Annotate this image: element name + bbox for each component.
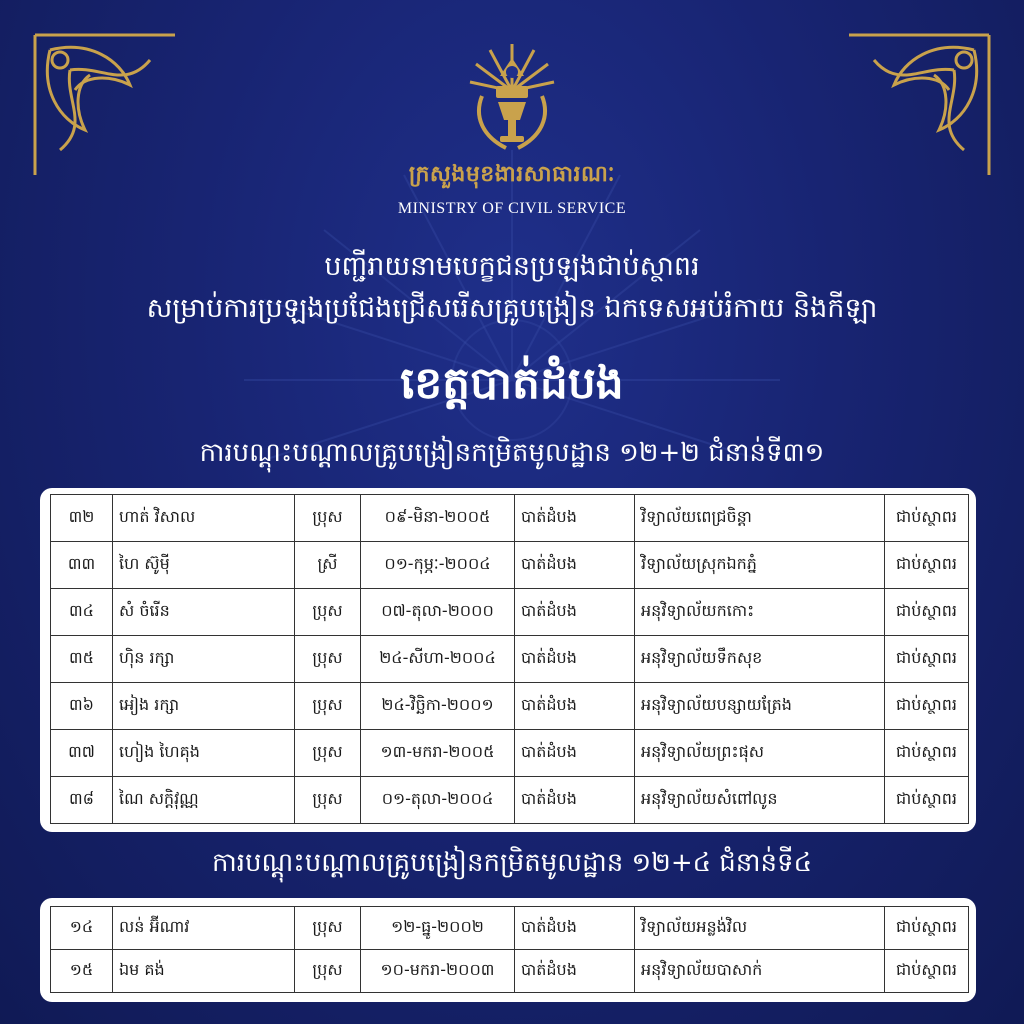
table-row xyxy=(51,730,969,777)
section-heading-2: ការបណ្តុះបណ្តាលគ្រូបង្រៀនកម្រិតមូលដ្ឋាន ១២+៤ ជំនាន់ទី៤ xyxy=(212,848,812,878)
date-of-birth-cell: ១០-មករា-២០០៣ xyxy=(361,950,515,993)
candidate-name-cell: ហៀង ហៃគុង xyxy=(113,730,295,777)
candidate-name-cell: សំ ចំរើន xyxy=(113,589,295,636)
row-number-cell: ៣៧ xyxy=(51,730,113,777)
candidate-sex-cell: ស្រី xyxy=(295,542,361,589)
candidate-name-cell: ហ៊ិន រក្សា xyxy=(113,636,295,683)
result-status-cell: ជាប់ស្ថាពរ xyxy=(885,730,969,777)
ministry-name-english: MINISTRY OF CIVIL SERVICE xyxy=(397,200,627,217)
province-cell: បាត់ដំបង xyxy=(515,907,635,950)
table-row xyxy=(51,907,969,950)
school-name-cell: អនុវិទ្យាល័យបាសាក់ xyxy=(635,950,885,993)
results-table-1-body xyxy=(51,495,969,824)
row-number-cell: ១៥ xyxy=(51,950,113,993)
candidate-name-cell: ឯម គង់ xyxy=(113,950,295,993)
province-cell: បាត់ដំបង xyxy=(515,636,635,683)
candidate-name-cell: ហៃ ស៊ូម៉ី xyxy=(113,542,295,589)
province-cell: បាត់ដំបង xyxy=(515,950,635,993)
school-name-cell: អនុវិទ្យាល័យបន្សាយត្រែង xyxy=(635,683,885,730)
province-cell: បាត់ដំបង xyxy=(515,495,635,542)
province-cell: បាត់ដំបង xyxy=(515,777,635,824)
school-name-cell: អនុវិទ្យាល័យព្រះផុស xyxy=(635,730,885,777)
result-status-cell: ជាប់ស្ថាពរ xyxy=(885,589,969,636)
corner-ornament-left xyxy=(30,30,180,180)
candidate-name-cell: លន់ អ៊ីណាវ xyxy=(113,907,295,950)
date-of-birth-cell: ០១-កុម្ភៈ-២០០៤ xyxy=(361,542,515,589)
ministry-name-khmer: ក្រសួងមុខងារសាធារណៈ xyxy=(408,161,616,187)
date-of-birth-cell: ២៤-វិច្ឆិកា-២០០១ xyxy=(361,683,515,730)
school-name-cell: វិទ្យាល័យស្រុកឯកភ្នំ xyxy=(635,542,885,589)
school-name-cell: អនុវិទ្យាល័យទឹកសុខ xyxy=(635,636,885,683)
school-name-cell: វិទ្យាល័យអន្លង់វិល xyxy=(635,907,885,950)
result-status-cell: ជាប់ស្ថាពរ xyxy=(885,683,969,730)
province-cell: បាត់ដំបង xyxy=(515,730,635,777)
row-number-cell: ១៤ xyxy=(51,907,113,950)
row-number-cell: ៣៨ xyxy=(51,777,113,824)
result-status-cell: ជាប់ស្ថាពរ xyxy=(885,907,969,950)
row-number-cell: ៣៤ xyxy=(51,589,113,636)
section-heading-1: ការបណ្តុះបណ្តាលគ្រូបង្រៀនកម្រិតមូលដ្ឋាន ១២+២ ជំនាន់ទី៣១ xyxy=(199,438,825,468)
result-status-cell: ជាប់ស្ថាពរ xyxy=(885,495,969,542)
results-table-card-1 xyxy=(40,488,976,832)
result-status-cell: ជាប់ស្ថាពរ xyxy=(885,950,969,993)
date-of-birth-cell: ០៧-តុលា-២០០០ xyxy=(361,589,515,636)
results-table-1 xyxy=(50,494,969,824)
province-title: ខេត្តបាត់ដំបង xyxy=(400,358,624,409)
ministry-emblem-icon xyxy=(462,36,562,164)
province-cell: បាត់ដំបង xyxy=(515,542,635,589)
corner-ornament-right xyxy=(844,30,994,180)
result-status-cell: ជាប់ស្ថាពរ xyxy=(885,777,969,824)
date-of-birth-cell: ១២-ធ្នូ-២០០២ xyxy=(361,907,515,950)
result-status-cell: ជាប់ស្ថាពរ xyxy=(885,542,969,589)
table-row xyxy=(51,683,969,730)
results-table-card-2 xyxy=(40,898,976,1002)
row-number-cell: ៣២ xyxy=(51,495,113,542)
table-row xyxy=(51,950,969,993)
candidate-sex-cell: ប្រុស xyxy=(295,589,361,636)
province-cell: បាត់ដំបង xyxy=(515,589,635,636)
candidate-name-cell: ណៃ សក្តិវុណ្ណ xyxy=(113,777,295,824)
exam-title: សម្រាប់ការប្រឡងប្រជែងជ្រើសរើសគ្រូបង្រៀន ឯកទេសអប់រំកាយ និងកីឡា xyxy=(146,293,878,324)
table-row xyxy=(51,589,969,636)
candidate-sex-cell: ប្រុស xyxy=(295,950,361,993)
date-of-birth-cell: ០៩-មិនា-២០០៥ xyxy=(361,495,515,542)
candidate-sex-cell: ប្រុស xyxy=(295,683,361,730)
row-number-cell: ៣៥ xyxy=(51,636,113,683)
school-name-cell: អនុវិទ្យាល័យកកោះ xyxy=(635,589,885,636)
candidate-name-cell: ហាត់ វិសាល xyxy=(113,495,295,542)
result-status-cell: ជាប់ស្ថាពរ xyxy=(885,636,969,683)
candidate-sex-cell: ប្រុស xyxy=(295,636,361,683)
candidate-sex-cell: ប្រុស xyxy=(295,907,361,950)
province-cell: បាត់ដំបង xyxy=(515,683,635,730)
candidate-sex-cell: ប្រុស xyxy=(295,730,361,777)
row-number-cell: ៣៦ xyxy=(51,683,113,730)
list-title: បញ្ជីរាយនាមបេក្ខជនប្រឡងជាប់ស្ថាពរ xyxy=(324,251,700,282)
results-table-2 xyxy=(50,906,969,993)
table-row xyxy=(51,636,969,683)
school-name-cell: អនុវិទ្យាល័យសំពៅលូន xyxy=(635,777,885,824)
date-of-birth-cell: ១៣-មករា-២០០៥ xyxy=(361,730,515,777)
table-row xyxy=(51,542,969,589)
results-table-2-body xyxy=(51,907,969,993)
table-row xyxy=(51,495,969,542)
candidate-sex-cell: ប្រុស xyxy=(295,777,361,824)
date-of-birth-cell: ០១-តុលា-២០០៤ xyxy=(361,777,515,824)
table-row xyxy=(51,777,969,824)
school-name-cell: វិទ្យាល័យពេជ្រចិន្តា xyxy=(635,495,885,542)
candidate-sex-cell: ប្រុស xyxy=(295,495,361,542)
row-number-cell: ៣៣ xyxy=(51,542,113,589)
candidate-name-cell: អៀង រក្សា xyxy=(113,683,295,730)
date-of-birth-cell: ២៤-សីហា-២០០៤ xyxy=(361,636,515,683)
